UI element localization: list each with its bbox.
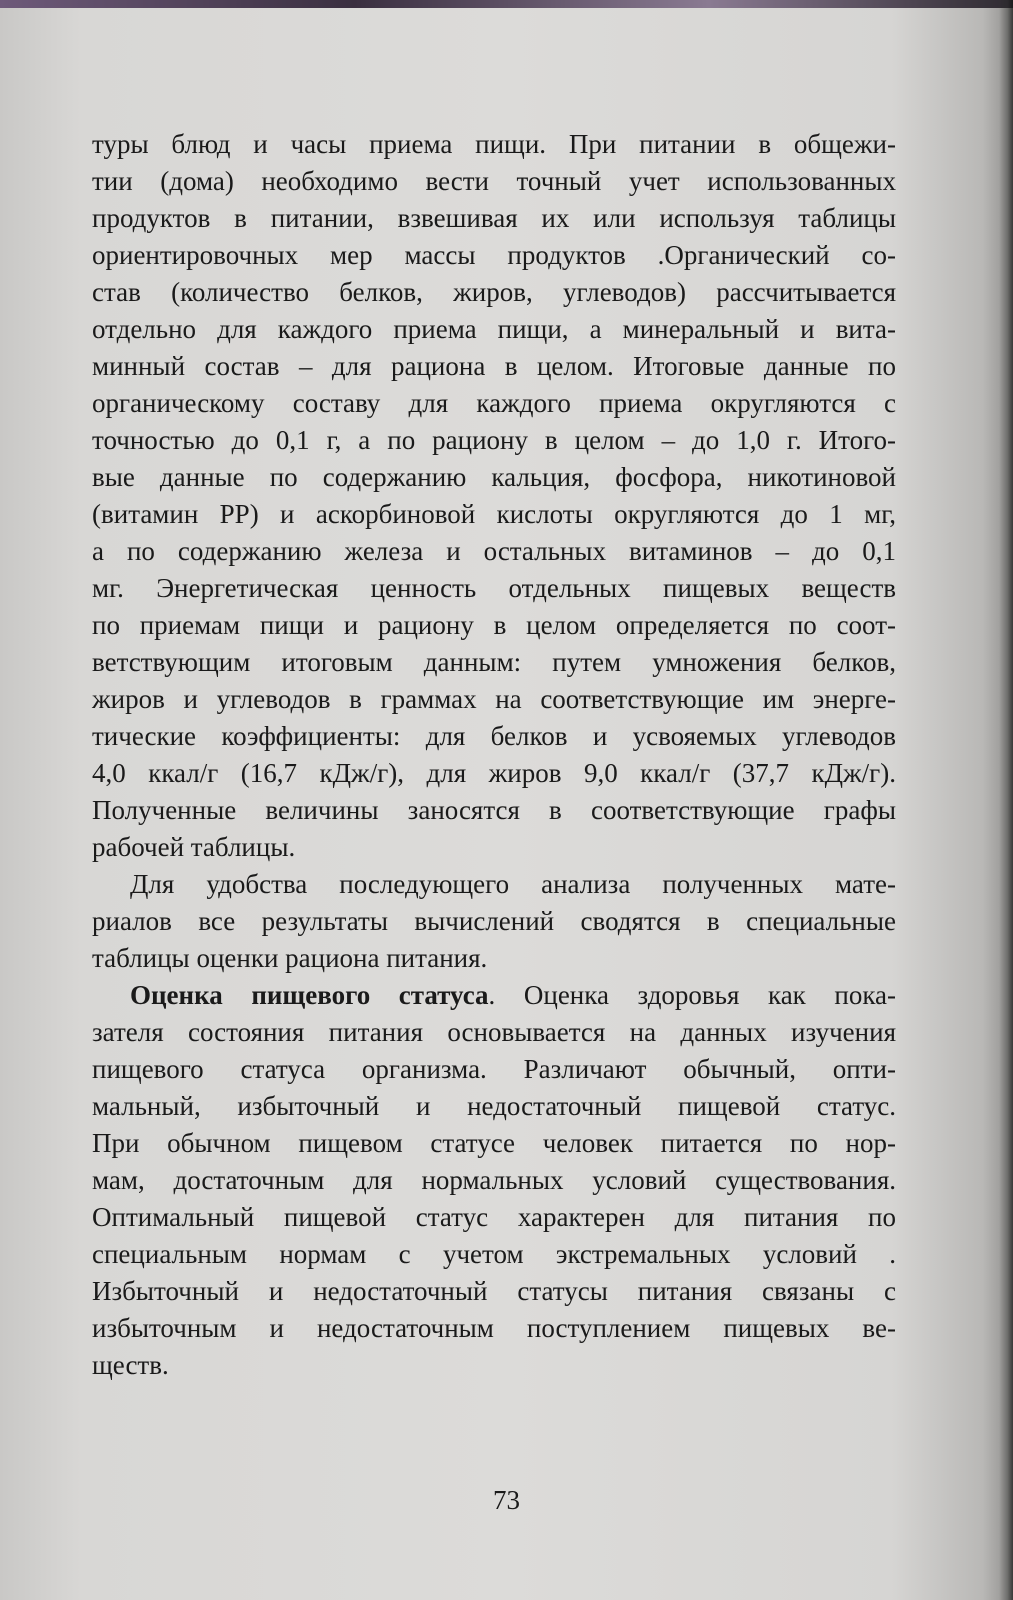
paragraph-3	[92, 977, 896, 1384]
text-line: тии (дома) необходимо вести точный учет использованных	[92, 166, 896, 196]
text-line: а по содержанию железа и остальных витаминов – до 0,1	[92, 536, 896, 566]
text-line: став (количество белков, жиров, углеводов) рассчитывается	[92, 277, 896, 307]
text-line: органическому составу для каждого приема округляются с	[92, 388, 896, 418]
text-fragment: . Оценка здоровья как пока-	[488, 980, 897, 1010]
text-line: Полученные величины заносятся в соответствующие графы	[92, 795, 896, 825]
text-line: специальным нормам с учетом экстремальных условий .	[92, 1239, 896, 1269]
text-line: мальный, избыточный и недостаточный пищевой статус.	[92, 1091, 896, 1121]
text-line: избыточным и недостаточным поступлением пищевых ве-	[92, 1313, 896, 1343]
text-line: риалов все результаты вычислений сводятся в специальные	[92, 906, 896, 936]
text-line: точностью до 0,1 г, а по рациону в целом – до 1,0 г. Итого-	[92, 425, 896, 455]
paragraph-1	[92, 126, 896, 866]
text-line: (витамин РР) и аскорбиновой кислоты округляются до 1 мг,	[92, 499, 896, 529]
text-line: зателя состояния питания основывается на данных изучения	[92, 1017, 896, 1047]
section-heading: Оценка пищевого статуса	[130, 980, 489, 1010]
text-line: ществ.	[92, 1350, 169, 1380]
text-line: мг. Энергетическая ценность отдельных пищевых веществ	[92, 573, 896, 603]
text-line: тические коэффициенты: для белков и усвояемых углеводов	[92, 721, 896, 751]
text-line: рабочей таблицы.	[92, 832, 296, 862]
text-line: Для удобства последующего анализа полученных мате-	[130, 869, 896, 899]
text-line: продуктов в питании, взвешивая их или используя таблицы	[92, 203, 896, 233]
text-line: Избыточный и недостаточный статусы питания связаны с	[92, 1276, 896, 1306]
text-line: 4,0 ккал/г (16,7 кДж/г), для жиров 9,0 ккал/г (37,7 кДж/г).	[92, 758, 896, 788]
page-number: 73	[493, 1485, 520, 1515]
text-line: ориентировочных мер массы продуктов .Органический со-	[92, 240, 896, 270]
text-line: отдельно для каждого приема пищи, а минеральный и вита-	[92, 314, 896, 344]
text-line: ветствующим итоговым данным: путем умножения белков,	[92, 647, 896, 677]
text-line: Оптимальный пищевой статус характерен для питания по	[92, 1202, 896, 1232]
text-line: При обычном пищевом статусе человек питается по нор-	[92, 1128, 896, 1158]
text-line: пищевого статуса организма. Различают обычный, опти-	[92, 1054, 896, 1084]
text-line: мам, достаточным для нормальных условий существования.	[92, 1165, 896, 1195]
text-line: таблицы оценки рациона питания.	[92, 943, 488, 973]
text-line: туры блюд и часы приема пищи. При питании в общежи-	[92, 129, 896, 159]
text-line: минный состав – для рациона в целом. Итоговые данные по	[92, 351, 896, 381]
body-text	[92, 126, 896, 1384]
text-line	[92, 977, 896, 1014]
text-line: вые данные по содержанию кальция, фосфора, никотиновой	[92, 462, 896, 492]
text-line: жиров и углеводов в граммах на соответствующие им энерге-	[92, 684, 896, 714]
paragraph-2	[92, 866, 896, 977]
text-line: по приемам пищи и рациону в целом определяется по соот-	[92, 610, 896, 640]
top-edge-strip	[0, 0, 1013, 8]
page-edge-shadow	[999, 0, 1013, 1600]
